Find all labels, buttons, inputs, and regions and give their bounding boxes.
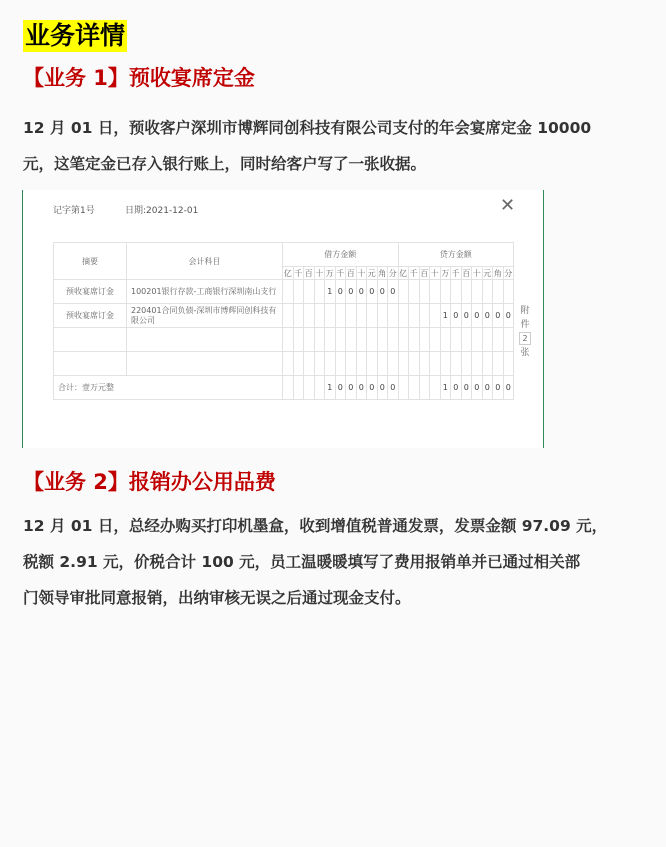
total-credit-digit [430,376,441,400]
credit-digit[interactable]: 0 [482,304,493,328]
total-credit-digit: 0 [451,376,462,400]
debit-digit[interactable] [314,280,325,304]
credit-digit[interactable] [493,328,504,352]
voucher-entry-row[interactable] [54,328,514,352]
voucher-entry-row[interactable] [54,352,514,376]
debit-digit[interactable] [346,352,357,376]
business2-line1: 12 月 01 日，总经办购买打印机墨盒，收到增值税普通发票，发票金额 97.09 元， [23,517,608,535]
credit-digit[interactable] [461,328,472,352]
credit-digit[interactable] [419,280,430,304]
debit-digit[interactable]: 0 [367,280,378,304]
debit-unit-header: 角 [378,268,387,278]
debit-digit[interactable] [293,280,304,304]
credit-unit-header: 百 [462,268,471,278]
debit-digit[interactable] [346,304,357,328]
credit-digit[interactable] [440,328,451,352]
debit-digit[interactable] [335,304,346,328]
credit-digit[interactable] [430,352,441,376]
debit-unit-header: 百 [304,268,313,278]
voucher-date: 日期:2021-12-01 [125,206,199,216]
debit-digit[interactable] [388,352,399,376]
credit-unit-header: 十 [472,268,481,278]
entry-summary[interactable] [54,352,127,376]
voucher-word-number: 记字第1号 [53,206,95,216]
debit-digit[interactable] [304,304,315,328]
debit-digit[interactable] [367,328,378,352]
credit-digit[interactable] [493,280,504,304]
voucher-panel [22,190,544,448]
total-credit-digit: 0 [472,376,483,400]
credit-digit[interactable]: 0 [472,304,483,328]
debit-unit-header: 亿 [283,268,292,278]
credit-digit[interactable] [482,328,493,352]
credit-unit-header: 十 [430,268,439,278]
debit-digit[interactable] [335,352,346,376]
voucher-header-row [54,243,514,267]
debit-digit[interactable] [304,328,315,352]
total-credit-digit [398,376,409,400]
credit-digit[interactable] [430,328,441,352]
debit-digit[interactable]: 0 [377,280,388,304]
credit-unit-header: 百 [420,268,429,278]
total-debit-digit: 0 [335,376,346,400]
total-debit-digit: 0 [388,376,399,400]
credit-digit[interactable] [472,352,483,376]
credit-digit[interactable] [409,304,420,328]
debit-digit[interactable] [356,328,367,352]
total-debit-digit [293,376,304,400]
total-credit-digit: 0 [461,376,472,400]
total-debit-digit [304,376,315,400]
total-credit-digit [419,376,430,400]
debit-unit-header: 十 [357,268,366,278]
debit-unit-header: 元 [367,268,376,278]
debit-digit[interactable] [314,304,325,328]
total-credit-digit: 1 [440,376,451,400]
total-debit-digit: 1 [325,376,336,400]
debit-digit[interactable] [293,304,304,328]
debit-digit[interactable] [325,328,336,352]
credit-digit[interactable] [503,280,514,304]
entry-summary[interactable]: 预收宴席订金 [54,304,127,328]
credit-digit[interactable] [472,280,483,304]
debit-digit[interactable] [283,328,294,352]
debit-digit[interactable] [325,352,336,376]
credit-digit[interactable] [461,352,472,376]
debit-digit[interactable]: 1 [325,280,336,304]
debit-digit[interactable] [325,304,336,328]
total-label: 合计：壹万元整 [54,376,283,400]
credit-digit[interactable] [440,280,451,304]
voucher-total-row [54,376,514,400]
credit-unit-header: 元 [483,268,492,278]
debit-digit[interactable] [377,304,388,328]
credit-digit[interactable] [440,352,451,376]
total-debit-digit [283,376,294,400]
total-debit-digit: 0 [377,376,388,400]
entry-account[interactable] [127,328,283,352]
voucher-entry-row[interactable] [54,280,514,304]
debit-digit[interactable] [377,328,388,352]
credit-digit[interactable] [398,328,409,352]
credit-digit[interactable]: 1 [440,304,451,328]
credit-digit[interactable] [430,304,441,328]
business1-line1: 12 月 01 日，预收客户深圳市博辉同创科技有限公司支付的年会宴席定金 10000 [23,119,592,137]
debit-digit[interactable] [314,352,325,376]
debit-digit[interactable]: 0 [388,280,399,304]
credit-digit[interactable]: 0 [451,304,462,328]
entry-summary[interactable]: 预收宴席订金 [54,280,127,304]
credit-unit-header: 亿 [399,268,408,278]
credit-digit[interactable] [398,352,409,376]
total-credit-digit: 0 [493,376,504,400]
debit-digit[interactable] [356,304,367,328]
debit-digit[interactable] [283,280,294,304]
debit-digit[interactable] [304,352,315,376]
credit-digit[interactable] [398,304,409,328]
summary-header: 摘要 [54,243,127,280]
credit-digit[interactable] [451,352,462,376]
total-debit-digit [314,376,325,400]
total-debit-digit: 0 [356,376,367,400]
business1-heading: 【业务 1】预收宴席定金 [23,66,255,90]
debit-digit[interactable] [293,352,304,376]
attachment-label-mid: 件 [520,320,530,330]
credit-digit[interactable] [419,304,430,328]
credit-digit[interactable] [503,328,514,352]
business1-description [23,110,643,182]
debit-digit[interactable]: 0 [356,280,367,304]
credit-digit[interactable] [419,352,430,376]
debit-digit[interactable] [367,304,378,328]
credit-unit-header: 分 [504,268,513,278]
credit-digit[interactable] [409,328,420,352]
debit-digit[interactable] [283,352,294,376]
debit-digit[interactable] [314,328,325,352]
attachment-label-bottom: 张 [520,348,530,358]
credit-digit[interactable] [503,352,514,376]
debit-digit[interactable] [388,304,399,328]
debit-unit-header: 百 [346,268,355,278]
credit-digit[interactable] [451,328,462,352]
business2-description [23,508,643,616]
credit-digit[interactable]: 0 [503,304,514,328]
attachment-label-top: 附 [520,306,530,316]
credit-digit[interactable] [409,352,420,376]
close-icon[interactable]: ✕ [500,195,516,216]
credit-digit[interactable] [451,280,462,304]
page-title: 业务详情 [25,21,126,50]
total-credit-digit [409,376,420,400]
credit-unit-header: 千 [409,268,418,278]
credit-digit[interactable] [409,280,420,304]
debit-digit[interactable] [356,352,367,376]
business2-line2: 税额 2.91 元，价税合计 100 元，员工温暖暖填写了费用报销单并已通过相关部 [23,553,581,571]
credit-header: 贷方金额 [398,243,514,267]
voucher-table [53,242,514,400]
total-credit-digit: 0 [482,376,493,400]
credit-unit-header: 千 [451,268,460,278]
debit-unit-header: 千 [294,268,303,278]
credit-digit[interactable] [419,328,430,352]
credit-unit-header: 角 [493,268,502,278]
business2-line3: 门领导审批同意报销，出纳审核无误之后通过现金支付。 [23,589,411,607]
debit-digit[interactable] [335,328,346,352]
account-header: 会计科目 [127,243,283,280]
voucher-entry-row[interactable] [54,304,514,328]
debit-digit[interactable] [293,328,304,352]
credit-digit[interactable] [493,352,504,376]
debit-digit[interactable]: 0 [335,280,346,304]
entry-account[interactable]: 220401合同负债-深圳市博辉同创科技有限公司 [127,304,283,328]
entry-account[interactable]: 100201银行存款-工商银行深圳南山支行 [127,280,283,304]
business1-line2: 元，这笔定金已存入银行账上，同时给客户写了一张收据。 [23,155,427,173]
credit-digit[interactable] [461,280,472,304]
debit-digit[interactable] [283,304,294,328]
credit-unit-header: 万 [441,268,450,278]
debit-digit[interactable] [346,328,357,352]
credit-digit[interactable]: 0 [493,304,504,328]
attachment-count [517,304,533,360]
debit-header: 借方金额 [283,243,399,267]
credit-digit[interactable] [482,352,493,376]
debit-unit-header: 分 [388,268,397,278]
attachment-count-box[interactable]: 2 [519,332,531,345]
debit-digit[interactable] [304,280,315,304]
credit-digit[interactable] [398,280,409,304]
business2-heading: 【业务 2】报销办公用品费 [23,470,276,494]
credit-digit[interactable]: 0 [461,304,472,328]
entry-summary[interactable] [54,328,127,352]
total-debit-digit: 0 [367,376,378,400]
debit-unit-header: 十 [315,268,324,278]
debit-unit-header: 万 [325,268,334,278]
credit-digit[interactable] [430,280,441,304]
total-credit-digit: 0 [503,376,514,400]
credit-digit[interactable] [472,328,483,352]
total-debit-digit: 0 [346,376,357,400]
debit-digit[interactable] [388,328,399,352]
debit-digit[interactable] [377,352,388,376]
credit-digit[interactable] [482,280,493,304]
debit-unit-header: 千 [336,268,345,278]
entry-account[interactable] [127,352,283,376]
debit-digit[interactable]: 0 [346,280,357,304]
debit-digit[interactable] [367,352,378,376]
